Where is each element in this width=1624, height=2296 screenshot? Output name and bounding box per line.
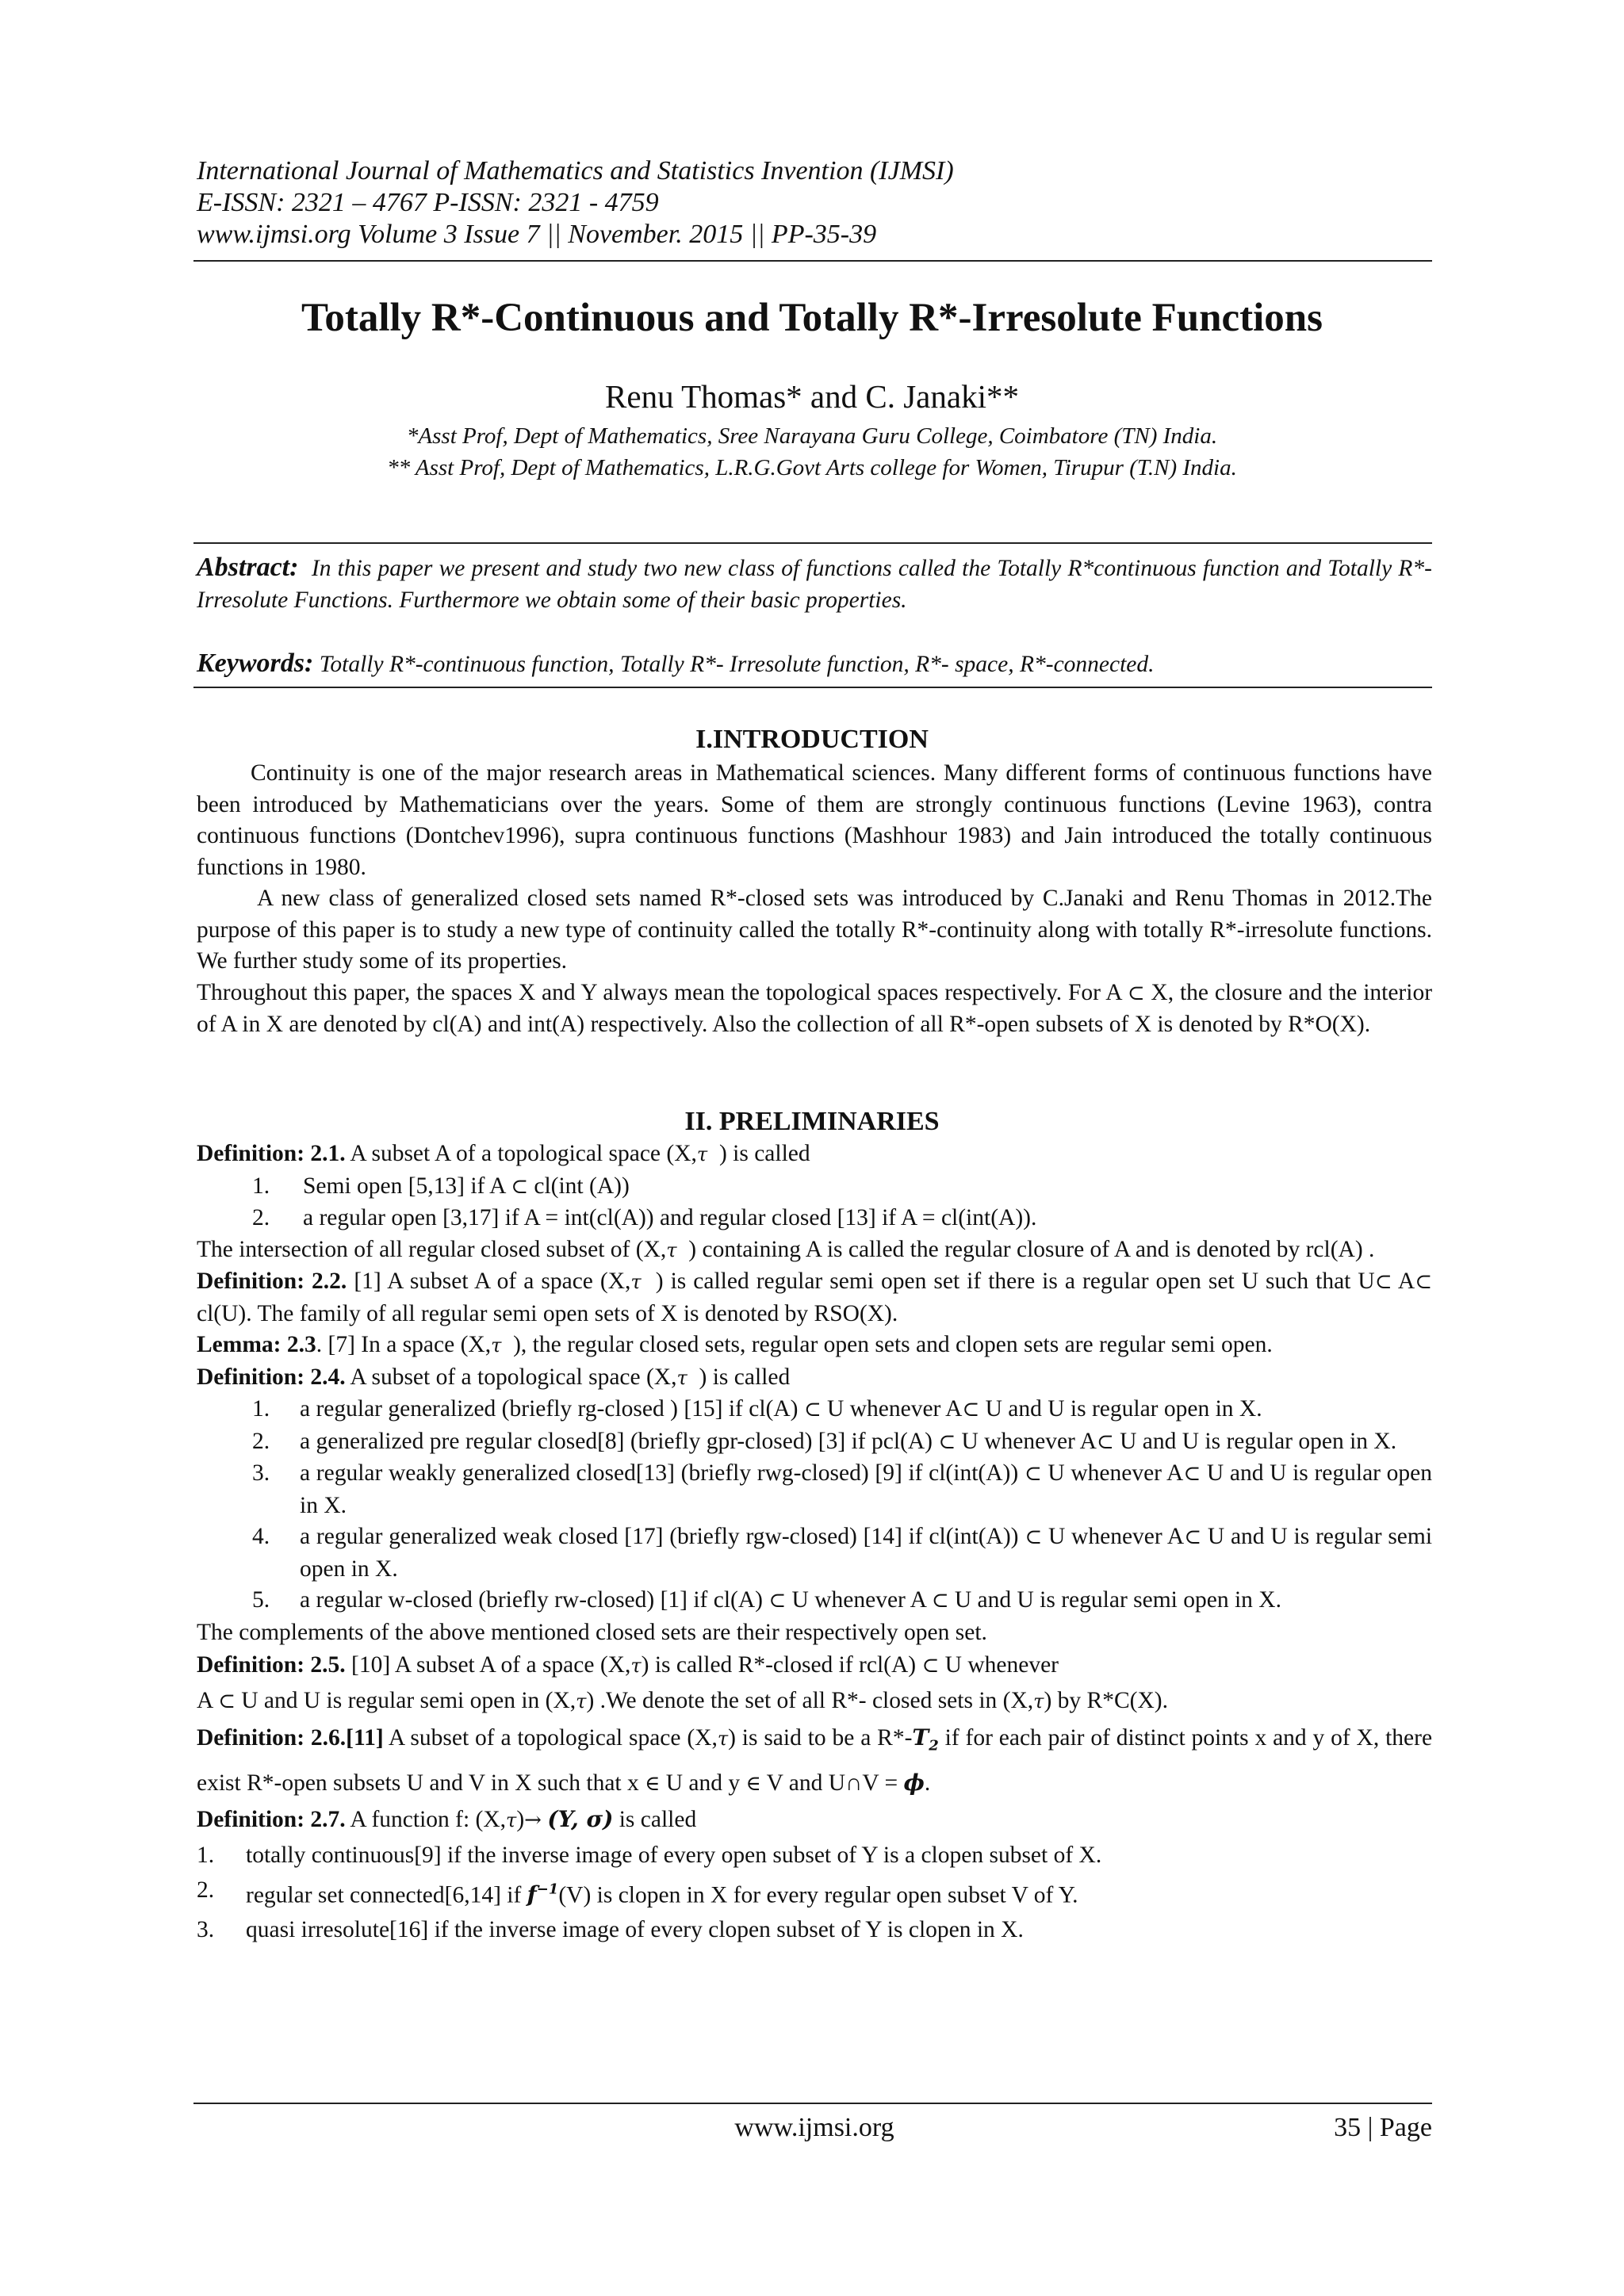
definition-2-4-item: 5. a regular w-closed (briefly rw-closed) [1] if cl(A) ⊂ U whenever A ⊂ U and U is regular semi open in X. (252, 1587, 1281, 1613)
intro-section (197, 758, 1432, 1041)
definition-2-5-cont: A ⊂ U and U is regular semi open in (X,τ) .We denote the set of all R*- closed sets in (X,τ) by R*C(X). (197, 1688, 1168, 1713)
definition-2-4-item: 3. a regular weakly generalized closed[13] (briefly rwg-closed) [9] if cl(int(A)) ⊂ U whenever A⊂ U and U is regular open in X. (252, 1460, 1433, 1518)
footer-url: www.ijmsi.org (734, 2113, 894, 2142)
definition-2-7: Definition: 2.7. A function f: (X,τ)→ (Y, σ) is called (197, 1805, 697, 1832)
paper-title: Totally R*-Continuous and Totally R*-Irresolute Functions (301, 296, 1323, 340)
intro-paragraph-1: Continuity is one of the major research areas in Mathematical sciences. Many different forms of continuous functions have been introduced by Mathematicians over the years. Some of them are strongly continuous functions (Levine 1963), contra continuous functions (Dontchev1996), supra continuous functions (Mashhour 1983) and Jain introduced the totally continuous functions in 1980. (197, 760, 1432, 880)
abstract (197, 552, 1432, 616)
intro-heading: I.INTRODUCTION (695, 725, 929, 754)
definition-2-5: Definition: 2.5. [10] A subset A of a space (X,τ) is called R*-closed if rcl(A) ⊂ U whenever (197, 1652, 1059, 1678)
header-rule (193, 260, 1432, 262)
definition-2-1: Definition: 2.1. A subset A of a topological space (X,τ ) is called (197, 1141, 810, 1166)
regular-closure-text: The intersection of all regular closed subset of (X,τ ) containing A is called the regular closure of A and is denoted by rcl(A) . (197, 1236, 1375, 1262)
authors: Renu Thomas* and C. Janaki** (605, 378, 1019, 415)
keywords-bottom-rule (193, 687, 1432, 688)
definition-2-4-item: 1. a regular generalized (briefly rg-closed ) [15] if cl(A) ⊂ U whenever A⊂ U and U is regular open in X. (252, 1396, 1262, 1422)
subset-symbol: ⊂ (1127, 981, 1145, 1005)
running-header (197, 155, 1432, 251)
definition-2-7-item-3: 3. quasi irresolute[16] if the inverse image of every clopen subset of Y is clopen in X. (197, 1916, 1024, 1942)
page-number: 35 | Page (1334, 2113, 1432, 2142)
lemma-2-3: Lemma: 2.3. [7] In a space (X,τ ), the regular closed sets, regular open sets and clopen sets are regular semi open. (197, 1332, 1273, 1357)
definition-2-6: Definition: 2.6.[11] A subset of a topological space (X,τ) is said to be a $R*-T_2$ if for each pair of distinct points x and y of X, there exist R*-open subsets U and V in X such that x ∈ U and y ∈ V and U∩V = ϕ. (197, 1724, 1433, 1796)
affiliation-1: *Asst Prof, Dept of Mathematics, Sree Narayana Guru College, Coimbatore (TN) India. (406, 423, 1218, 449)
definition-2-7-item-2: 2. regular set connected[6,14] if $f^{-1}(V)$ is clopen in X for every regular open subset V of Y. (197, 1877, 1078, 1908)
complements-text: The complements of the above mentioned closed sets are their respectively open set. (197, 1619, 987, 1645)
definition-2-7-item-1: 1. totally continuous[9] if the inverse image of every open subset of Y is a clopen subset of X. (197, 1842, 1102, 1868)
intro-paragraph-2: A new class of generalized closed sets named R*-closed sets was introduced by C.Janaki and Renu Thomas in 2012.The purpose of this paper is to study a new type of continuity called the totally R*-continuity along with totally R*-irresolute functions. We further study some of its properties. (197, 886, 1432, 974)
abstract-top-rule (193, 542, 1432, 544)
preliminaries-heading: II. PRELIMINARIES (684, 1107, 940, 1136)
definition-2-4: Definition: 2.4. A subset of a topological space (X,τ ) is called (197, 1364, 791, 1390)
volume-line: www.ijmsi.org Volume 3 Issue 7 || November. 2015 || PP-35-39 (197, 220, 877, 249)
definition-2-1-item-1: 1. Semi open [5,13] if A ⊂ cl(int (A)) (252, 1173, 630, 1199)
definition-2-4-item: 2. a generalized pre regular closed[8] (briefly gpr-closed) [3] if pcl(A) ⊂ U whenever A⊂ U and U is regular open in X. (252, 1428, 1397, 1454)
intro-paragraph-3: Throughout this paper, the spaces X and Y always mean the topological spaces respectively. For A ⊂ X, the closure and the interior of A in X are denoted by cl(A) and int(A) respectively. Also the collection of all R*-open subsets of X is denoted by R*O(X). (197, 979, 1433, 1037)
keywords-label: Keywords: (197, 649, 314, 678)
affiliation-2: ** Asst Prof, Dept of Mathematics, L.R.G.Govt Arts college for Women, Tirupur (T.N) India. (387, 455, 1237, 480)
issn-line: E-ISSN: 2321 – 4767 P-ISSN: 2321 - 4759 (197, 188, 659, 217)
keywords (197, 649, 1432, 679)
definition-2-1-item-2: 2. a regular open [3,17] if A = int(cl(A)) and regular closed [13] if A = cl(int(A)). (252, 1205, 1037, 1230)
footer-rule (193, 2103, 1432, 2104)
keywords-text: Totally R*-continuous function, Totally R*- Irresolute function, R*- space, R*-connected. (319, 652, 1155, 677)
definition-2-2: Definition: 2.2. [1] A subset A of a space (X,τ ) is called regular semi open set if there is a regular open set U such that U⊂ A⊂ cl(U). The family of all regular semi open sets of X is denoted by RSO(X). (197, 1269, 1433, 1326)
abstract-label: Abstract: (197, 553, 299, 582)
journal-name: International Journal of Mathematics and Statistics Invention (IJMSI) (197, 156, 954, 186)
definition-2-4-item: 4. a regular generalized weak closed [17] (briefly rgw-closed) [14] if cl(int(A)) ⊂ U whenever A⊂ U and U is regular semi open in X. (252, 1524, 1433, 1582)
preliminaries-section (197, 1138, 1432, 1947)
abstract-text: In this paper we present and study two new class of functions called the Totally R*continuous function and Totally R*-Irresolute Functions. Furthermore we obtain some of their basic properties. (197, 556, 1432, 613)
